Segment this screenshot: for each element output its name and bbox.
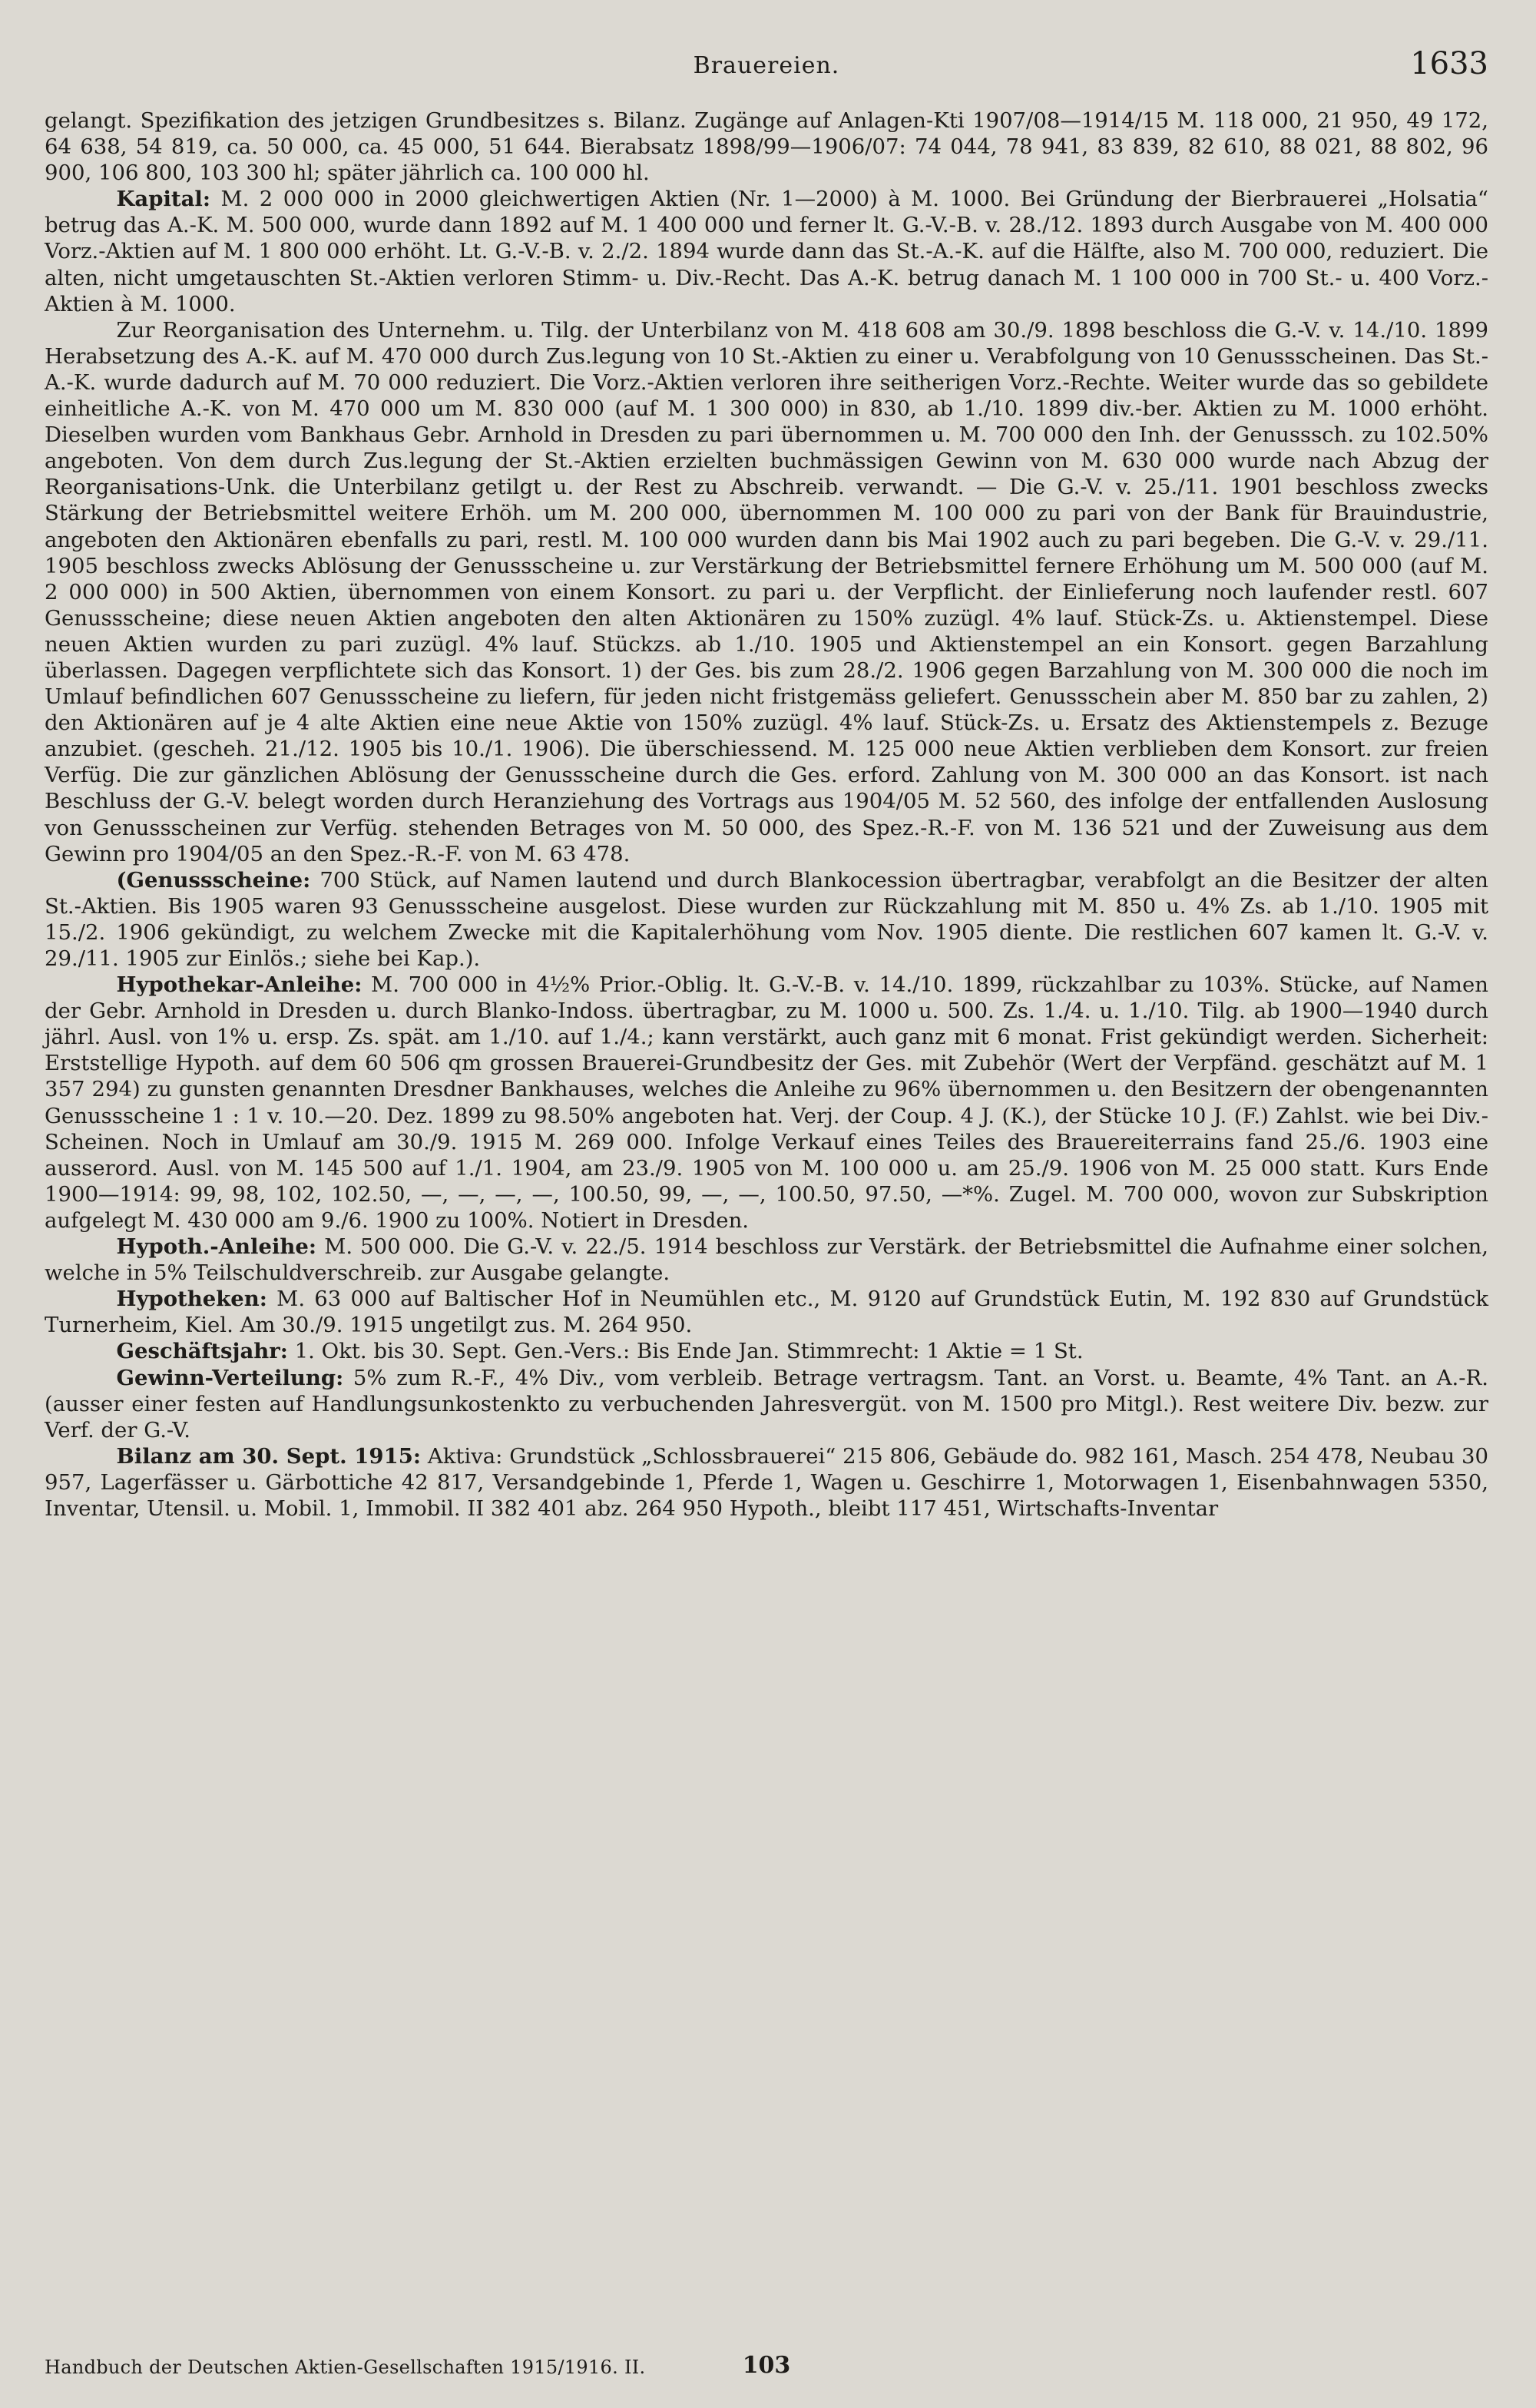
footer-publication: Handbuch der Deutschen Aktien-Gesellschaften 1915/1916. II. [45, 2357, 646, 2378]
paragraph-label: Kapital: [116, 187, 211, 212]
paragraph-text: M. 500 000. Die G.-V. v. 22./5. 1914 beschloss zur Verstärk. der Betriebsmittel die Aufnahme einer solchen, welche in 5% Teilschuldverschreib. zur Ausgabe gelangte. [45, 1234, 1488, 1286]
paragraph-profit-shares [45, 867, 1488, 972]
running-title: Brauereien. [693, 52, 840, 79]
paragraph-mortgage-loan-1914 [45, 1234, 1488, 1286]
paragraph-mortgages [45, 1286, 1488, 1338]
paragraph-reorganisation [45, 317, 1488, 867]
paragraph-text: Zur Reorganisation des Unternehm. u. Tilg. der Unterbilanz von M. 418 608 am 30./9. 1898 beschloss die G.-V. v. 14./10. 1899 Herabsetzung des A.-K. auf M. 470 000 durch Zus.legung von 10 St.-Aktien zu einer u. Verabfolgung von 10 Genussscheinen. Das St.-A.-K. wurde dadurch auf M. 70 000 reduziert. Die Vorz.-Aktien verloren ihre seitherigen Vorz.-Rechte. Weiter wurde das so gebildete einheitliche A.-K. von M. 470 000 um M. 830 000 (auf M. 1 300 000) in 830, ab 1./10. 1899 div.-ber. Aktien zu M. 1000 erhöht. Dieselben wurden vom Bankhaus Gebr. Arnhold in Dresden zu pari übernommen u. M. 700 000 den Inh. der Genusssch. zu 102.50% angeboten. Von dem durch Zus.legung der St.-Aktien erzielten buchmässigen Gewinn von M. 630 000 wurde nach Abzug der Reorganisations-Unk. die Unterbilanz getilgt u. der Rest zu Abschreib. verwandt. — Die G.-V. v. 25./11. 1901 beschloss zwecks Stärkung der Betriebsmittel weitere Erhöh. um M. 200 000, übernommen M. 100 000 zu pari von der Bank für Brauindustrie, angeboten den Aktionären ebenfalls zu pari, restl. M. 100 000 wurden dann bis Mai 1902 auch zu pari begeben. Die G.-V. v. 29./11. 1905 beschloss zwecks Ablösung der Genussscheine u. zur Verstärkung der Betriebsmittel fernere Erhöhung um M. 500 000 (auf M. 2 000 000) in 500 Aktien, übernommen von einem Konsort. zu pari u. der Verpflicht. der Einlieferung noch laufender restl. 607 Genussscheine; diese neuen Aktien angeboten den alten Aktionären zu 150% zuzügl. 4% lauf. Stück-Zs. u. Aktienstempel. Diese neuen Aktien wurden zu pari zuzügl. 4% lauf. Stückzs. ab 1./10. 1905 und Aktienstempel an ein Konsort. gegen Barzahlung überlassen. Dagegen verpflichtete sich das Konsort. 1) der Ges. bis zum 28./2. 1906 gegen Barzahlung von M. 300 000 die noch im Umlauf befindlichen 607 Genussscheine zu liefern, für jeden nicht fristgemäss geliefert. Genussschein aber M. 850 bar zu zahlen, 2) den Aktionären auf je 4 alte Aktien eine neue Aktie von 150% zuzügl. 4% lauf. Stück-Zs. u. Ersatz des Aktienstempels z. Bezuge anzubiet. (gescheh. 21./12. 1905 bis 10./1. 1906). Die überschiessend. M. 125 000 neue Aktien verblieben dem Konsort. zur freien Verfüg. Die zur gänzlichen Ablösung der Genussscheine durch die Ges. erford. Zahlung von M. 300 000 an das Konsort. ist nach Beschluss der G.-V. belegt worden durch Heranziehung des Vortrags aus 1904/05 M. 52 560, des infolge der entfallenden Auslosung von Genussscheinen zur Verfüg. stehenden Betrages von M. 50 000, des Spez.-R.-F. von M. 136 521 und der Zuweisung aus dem Gewinn pro 1904/05 an den Spez.-R.-F. von M. 63 478. [45, 317, 1488, 866]
paragraph-mortgage-loan [45, 972, 1488, 1234]
paragraph-label: Hypoth.-Anleihe: [116, 1234, 317, 1260]
paragraph-label: Geschäftsjahr: [116, 1339, 288, 1364]
paragraph-text: 700 Stück, auf Namen lautend und durch Blankocession übertragbar, verabfolgt an die Besitzer der alten St.-Aktien. Bis 1905 waren 93 Genussscheine ausgelost. Diese wurden zur Rückzahlung mit M. 850 u. 4% Zs. ab 1./10. 1905 mit 15./2. 1906 gekündigt, zu welchem Zwecke mit die Kapitalerhöhung vom Nov. 1905 diente. Die restlichen 607 kamen lt. G.-V. v. 29./11. 1905 zur Einlös.; siehe bei Kap.). [45, 867, 1488, 971]
paragraph-fiscal-year [45, 1338, 1488, 1364]
paragraph-text: M. 2 000 000 in 2000 gleichwertigen Aktien (Nr. 1—2000) à M. 1000. Bei Gründung der Bierbrauerei „Holsatia“ betrug das A.-K. M. 500 000, wurde dann 1892 auf M. 1 400 000 und ferner lt. G.-V.-B. v. 28./12. 1893 durch Ausgabe von M. 400 000 Vorz.-Aktien auf M. 1 800 000 erhöht. Lt. G.-V.-B. v. 2./2. 1894 wurde dann das St.-A.-K. auf die Hälfte, also M. 700 000, reduziert. Die alten, nicht umgetauschten St.-Aktien verloren Stimm- u. Div.-Recht. Das A.-K. betrug danach M. 1 100 000 in 700 St.- u. 400 Vorz.-Aktien à M. 1000. [45, 187, 1488, 316]
paragraph-text: M. 63 000 auf Baltischer Hof in Neumühlen etc., M. 9120 auf Grundstück Eutin, M. 192 830 auf Grundstück Turnerheim, Kiel. Am 30./9. 1915 ungetilgt zus. M. 264 950. [45, 1287, 1488, 1338]
paragraph-label: Gewinn-Verteilung: [116, 1365, 344, 1390]
paragraph-text: 5% zum R.-F., 4% Div., vom verbleib. Betrage vertragsm. Tant. an Vorst. u. Beamte, 4% Tant. an A.-R. (ausser einer festen auf Handlungsunkostenkto zu verbuchenden Jahresvergüt. von M. 1500 pro Mitgl.). Rest weitere Div. bezw. zur Verf. der G.-V. [45, 1365, 1488, 1442]
page-number: 1633 [1410, 46, 1488, 81]
paragraph-text: M. 700 000 in 4½% Prior.-Oblig. lt. G.-V.-B. v. 14./10. 1899, rückzahlbar zu 103%. Stücke, auf Namen der Gebr. Arnhold in Dresden u. durch Blanko-Indoss. übertragbar, zu M. 1000 u. 500. Zs. 1./4. u. 1./10. Tilg. ab 1900—1940 durch jährl. Ausl. von 1% u. ersp. Zs. spät. am 1./10. auf 1./4.; kann verstärkt, auch ganz mit 6 monat. Frist gekündigt werden. Sicherheit: Erststellige Hypoth. auf dem 60 506 qm grossen Brauerei-Grundbesitz der Ges. mit Zubehör (Wert der Verpfänd. geschätzt auf M. 1 357 294) zu gunsten genannten Dresdner Bankhauses, welches die Anleihe zu 96% übernommen u. den Besitzern der obengenannten Genussscheine 1 : 1 v. 10.—20. Dez. 1899 zu 98.50% angeboten hat. Verj. der Coup. 4 J. (K.), der Stücke 10 J. (F.) Zahlst. wie bei Div.-Scheinen. Noch in Umlauf am 30./9. 1915 M. 269 000. Infolge Verkauf eines Teiles des Brauereiterrains fand 25./6. 1903 eine ausserord. Ausl. von M. 145 500 auf 1./1. 1904, am 23./9. 1905 von M. 100 000 u. am 25./9. 1906 von M. 25 000 statt. Kurs Ende 1900—1914: 99, 98, 102, 102.50, —, —, —, —, 100.50, 99, —, —, 100.50, 97.50, —*%. Zugel. M. 700 000, wovon zur Subskription aufgelegt M. 430 000 am 9./6. 1900 zu 100%. Notiert in Dresden. [45, 972, 1488, 1233]
page-footer [45, 2352, 1488, 2383]
printer-signature: 103 [742, 2352, 791, 2379]
body-text [45, 108, 1488, 1522]
page-header [45, 46, 1488, 100]
paragraph-label: (Genussscheine: [116, 867, 311, 893]
paragraph-label: Hypotheken: [116, 1287, 267, 1312]
paragraph-label: Hypothekar-Anleihe: [116, 972, 362, 998]
paragraph-text: 1. Okt. bis 30. Sept. Gen.-Vers.: Bis Ende Jan. Stimmrecht: 1 Aktie = 1 St. [294, 1339, 1084, 1364]
paragraph-profit-distribution [45, 1365, 1488, 1443]
paragraph-label: Bilanz am 30. Sept. 1915: [116, 1443, 421, 1469]
paragraph-text: gelangt. Spezifikation des jetzigen Grundbesitzes s. Bilanz. Zugänge auf Anlagen-Kti 1907/08—1914/15 M. 118 000, 21 950, 49 172, 64 638, 54 819, ca. 50 000, ca. 45 000, 51 644. Bierabsatz 1898/99—1906/07: 74 044, 78 941, 83 839, 82 610, 88 021, 88 802, 96 900, 106 800, 103 300 hl; später jährlich ca. 100 000 hl. [45, 108, 1488, 186]
paragraph-text: Aktiva: Grundstück „Schlossbrauerei“ 215 806, Gebäude do. 982 161, Masch. 254 478, Neubau 30 957, Lagerfässer u. Gärbottiche 42 817, Versandgebinde 1, Pferde 1, Wagen u. Geschirre 1, Motorwagen 1, Eisenbahnwagen 5350, Inventar, Utensil. u. Mobil. 1, Immobil. II 382 401 abz. 264 950 Hypoth., bleibt 117 451, Wirtschafts-Inventar [45, 1443, 1488, 1521]
paragraph-balance-sheet [45, 1443, 1488, 1522]
paragraph-capital [45, 186, 1488, 316]
paragraph-land-holdings [45, 108, 1488, 186]
